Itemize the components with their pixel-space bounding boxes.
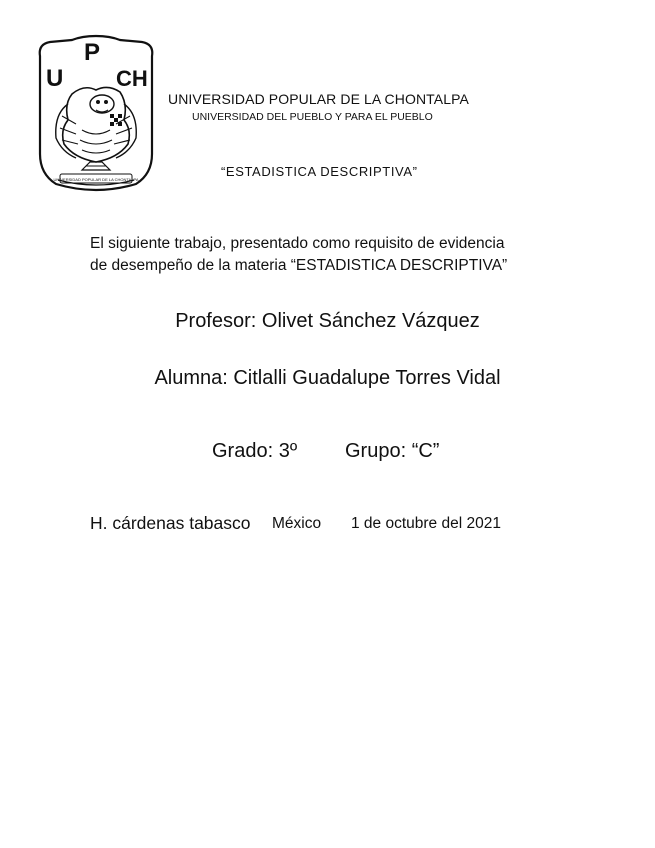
intro-paragraph <box>90 233 570 277</box>
place-text: H. cárdenas tabasco <box>90 513 251 533</box>
grade-label: Grado: 3º <box>212 440 298 462</box>
intro-line: El siguiente trabajo, presentado como requisito de evidencia <box>90 235 505 252</box>
university-motto: UNIVERSIDAD DEL PUEBLO Y PARA EL PUEBLO <box>192 111 433 123</box>
date-text: 1 de octubre del 2021 <box>351 515 501 532</box>
intro-line: de desempeño de la materia “ESTADISTICA DESCRIPTIVA” <box>90 257 508 274</box>
university-name: UNIVERSIDAD POPULAR DE LA CHONTALPA <box>168 91 469 107</box>
professor-line: Profesor: Olivet Sánchez Vázquez <box>175 310 480 332</box>
logo-letter-p: P <box>84 39 101 66</box>
country-text: México <box>272 515 322 532</box>
student-line: Alumna: Citlalli Guadalupe Torres Vidal <box>154 367 501 389</box>
university-logo <box>32 34 160 192</box>
logo-banner-text: UNIVERSIDAD POPULAR DE LA CHONTALPA <box>53 177 139 182</box>
group-label: Grupo: “C” <box>345 440 440 462</box>
subject-title: “ESTADISTICA DESCRIPTIVA” <box>221 164 418 179</box>
logo-letter-ch: CH <box>116 66 148 91</box>
logo-letter-u: U <box>46 65 64 92</box>
